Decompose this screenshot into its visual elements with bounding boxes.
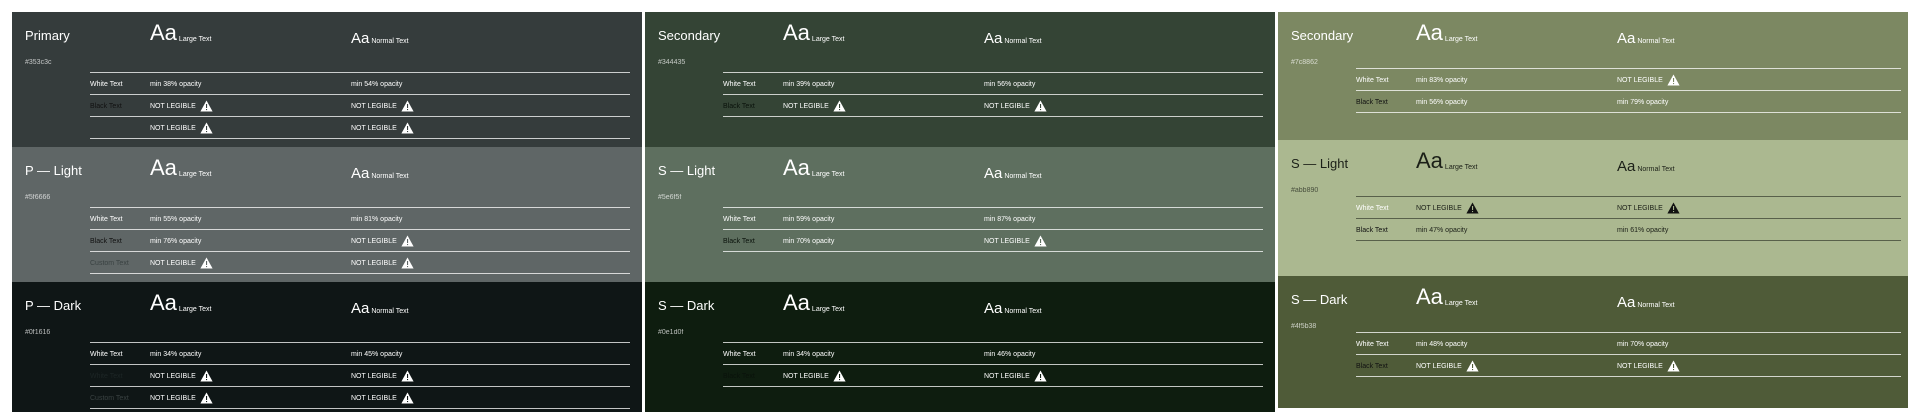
normal-text-label: Normal Text	[1637, 302, 1675, 309]
palette-panel	[1278, 12, 1908, 408]
color-swatch	[1278, 140, 1908, 276]
swatch-name: S — Light	[658, 163, 716, 178]
swatch-name: Secondary	[658, 28, 721, 43]
normal-text-label: Normal Text	[371, 308, 409, 315]
large-text-label: Large Text	[1444, 300, 1478, 307]
swatch-name: Primary	[25, 28, 70, 43]
contrast-row	[723, 72, 1263, 94]
row-label: White Text	[90, 81, 123, 88]
large-text-result: min 59% opacity	[783, 216, 835, 223]
large-aa-glyph: Aa	[783, 20, 810, 45]
row-divider	[1356, 240, 1901, 241]
large-text-label: Large Text	[811, 36, 845, 43]
large-text-label: Large Text	[1444, 36, 1478, 43]
contrast-row	[1356, 354, 1901, 376]
large-text-sample	[1416, 286, 1477, 308]
warning-icon	[401, 121, 414, 133]
row-label: Black Text	[90, 238, 122, 245]
warning-icon	[833, 99, 846, 111]
normal-aa-glyph: Aa	[1617, 158, 1636, 175]
normal-text-label: Normal Text	[371, 173, 409, 180]
warning-icon	[1667, 359, 1680, 371]
normal-text-result: min 79% opacity	[1617, 99, 1669, 106]
contrast-row	[723, 364, 1263, 386]
color-swatch	[12, 282, 642, 412]
row-divider	[1356, 112, 1901, 113]
contrast-row	[90, 229, 630, 251]
normal-text-result: NOT LEGIBLE	[984, 103, 1030, 110]
normal-text-label: Normal Text	[1004, 38, 1042, 45]
large-text-label: Large Text	[178, 306, 212, 313]
normal-text-sample	[1617, 28, 1675, 46]
normal-aa-glyph: Aa	[984, 165, 1003, 182]
warning-icon	[200, 369, 213, 381]
large-text-sample	[150, 157, 211, 179]
large-text-result: min 34% opacity	[150, 351, 202, 358]
normal-text-result: NOT LEGIBLE	[351, 373, 397, 380]
warning-icon	[1466, 359, 1479, 371]
normal-text-sample	[984, 28, 1042, 46]
text-size-header	[90, 157, 630, 191]
normal-aa-glyph: Aa	[1617, 294, 1636, 311]
normal-aa-glyph: Aa	[351, 165, 370, 182]
large-text-result: min 48% opacity	[1416, 341, 1468, 348]
normal-text-result: min 70% opacity	[1617, 341, 1669, 348]
swatch-hex: #344435	[658, 59, 686, 66]
large-text-result: NOT LEGIBLE	[783, 103, 829, 110]
normal-aa-glyph: Aa	[1617, 30, 1636, 47]
warning-icon	[401, 256, 414, 268]
swatch-name: S — Dark	[1291, 292, 1348, 307]
swatch-name: P — Dark	[25, 298, 82, 313]
warning-icon	[1466, 201, 1479, 213]
contrast-row	[90, 207, 630, 229]
row-label: White Text	[723, 216, 756, 223]
large-text-result: min 76% opacity	[150, 238, 202, 245]
large-text-result: NOT LEGIBLE	[150, 373, 196, 380]
palette-panel	[645, 12, 1275, 412]
row-label: Black Text	[723, 373, 755, 380]
large-aa-glyph: Aa	[783, 290, 810, 315]
large-text-result: NOT LEGIBLE	[1416, 363, 1462, 370]
row-divider	[723, 116, 1263, 117]
normal-aa-glyph: Aa	[351, 300, 370, 317]
warning-icon	[401, 99, 414, 111]
normal-text-result: min 56% opacity	[984, 81, 1036, 88]
normal-text-result: min 45% opacity	[351, 351, 403, 358]
large-aa-glyph: Aa	[150, 20, 177, 45]
contrast-row	[723, 94, 1263, 116]
large-text-sample	[1416, 150, 1477, 172]
normal-text-label: Normal Text	[1004, 173, 1042, 180]
warning-icon	[200, 99, 213, 111]
large-text-result: NOT LEGIBLE	[150, 103, 196, 110]
text-size-header	[1356, 22, 1901, 56]
large-aa-glyph: Aa	[1416, 20, 1443, 45]
warning-icon	[1034, 369, 1047, 381]
normal-text-result: NOT LEGIBLE	[1617, 363, 1663, 370]
large-text-result: min 70% opacity	[783, 238, 835, 245]
row-divider	[1356, 376, 1901, 377]
warning-icon	[1667, 73, 1680, 85]
color-swatch	[645, 282, 1275, 412]
contrast-row	[90, 386, 630, 408]
color-swatch	[645, 147, 1275, 282]
warning-icon	[1034, 234, 1047, 246]
contrast-row	[1356, 90, 1901, 112]
color-swatch	[1278, 12, 1908, 140]
normal-text-result: NOT LEGIBLE	[351, 238, 397, 245]
large-text-sample	[150, 292, 211, 314]
large-text-result: min 47% opacity	[1416, 227, 1468, 234]
large-text-result: min 34% opacity	[783, 351, 835, 358]
contrast-row	[723, 229, 1263, 251]
warning-icon	[200, 391, 213, 403]
row-label: Custom Text	[90, 395, 129, 402]
contrast-row	[90, 116, 630, 138]
color-swatch	[645, 12, 1275, 147]
large-text-result: min 56% opacity	[1416, 99, 1468, 106]
row-label: White Text	[90, 373, 123, 380]
normal-text-result: NOT LEGIBLE	[351, 260, 397, 267]
text-size-header	[723, 22, 1263, 56]
warning-icon	[200, 256, 213, 268]
normal-text-result: min 87% opacity	[984, 216, 1036, 223]
normal-text-label: Normal Text	[1637, 38, 1675, 45]
large-text-result: min 55% opacity	[150, 216, 202, 223]
swatch-hex: #0f1616	[25, 329, 51, 336]
contrast-row	[723, 207, 1263, 229]
row-label: White Text	[1356, 341, 1389, 348]
large-text-result: NOT LEGIBLE	[150, 260, 196, 267]
large-text-label: Large Text	[1444, 164, 1478, 171]
normal-text-result: NOT LEGIBLE	[984, 373, 1030, 380]
normal-text-label: Normal Text	[1004, 308, 1042, 315]
palette-panel	[12, 12, 642, 412]
swatch-name: Secondary	[1291, 28, 1354, 43]
large-aa-glyph: Aa	[150, 290, 177, 315]
contrast-row	[90, 251, 630, 273]
large-text-sample	[150, 22, 211, 44]
large-text-result: min 39% opacity	[783, 81, 835, 88]
swatch-hex: #abb890	[1291, 187, 1319, 194]
swatch-name: S — Dark	[658, 298, 715, 313]
normal-aa-glyph: Aa	[351, 30, 370, 47]
normal-text-result: min 54% opacity	[351, 81, 403, 88]
contrast-row	[723, 342, 1263, 364]
swatch-hex: #4f5b38	[1291, 323, 1317, 330]
warning-icon	[200, 121, 213, 133]
normal-text-label: Normal Text	[1637, 166, 1675, 173]
normal-text-result: NOT LEGIBLE	[351, 125, 397, 132]
row-label: White Text	[1356, 77, 1389, 84]
normal-aa-glyph: Aa	[984, 300, 1003, 317]
normal-aa-glyph: Aa	[984, 30, 1003, 47]
large-text-label: Large Text	[811, 171, 845, 178]
swatch-hex: #353c3c	[25, 59, 52, 66]
swatch-hex: #7c8862	[1291, 59, 1318, 66]
color-swatch	[1278, 276, 1908, 408]
large-text-sample	[1416, 22, 1477, 44]
large-aa-glyph: Aa	[783, 155, 810, 180]
normal-text-result: min 61% opacity	[1617, 227, 1669, 234]
normal-text-sample	[351, 28, 409, 46]
normal-text-sample	[351, 163, 409, 181]
row-divider	[90, 138, 630, 139]
normal-text-sample	[984, 163, 1042, 181]
large-text-result: NOT LEGIBLE	[150, 395, 196, 402]
text-size-header	[723, 292, 1263, 326]
large-aa-glyph: Aa	[1416, 148, 1443, 173]
row-label: White Text	[90, 351, 123, 358]
color-swatch	[12, 147, 642, 282]
row-label: Custom Text	[90, 260, 129, 267]
normal-text-result: min 46% opacity	[984, 351, 1036, 358]
text-size-header	[90, 22, 630, 56]
row-divider	[90, 273, 630, 274]
text-size-header	[1356, 286, 1901, 320]
contrast-row	[90, 72, 630, 94]
normal-text-label: Normal Text	[371, 38, 409, 45]
warning-icon	[401, 234, 414, 246]
row-label: White Text	[90, 216, 123, 223]
contrast-row	[90, 364, 630, 386]
row-label: Black Text	[1356, 363, 1388, 370]
warning-icon	[833, 369, 846, 381]
large-text-result: NOT LEGIBLE	[150, 125, 196, 132]
swatch-name: P — Light	[25, 163, 82, 178]
swatch-name: S — Light	[1291, 156, 1349, 171]
text-size-header	[1356, 150, 1901, 184]
normal-text-result: NOT LEGIBLE	[984, 238, 1030, 245]
normal-text-result: NOT LEGIBLE	[1617, 205, 1663, 212]
large-text-label: Large Text	[811, 306, 845, 313]
text-size-header	[90, 292, 630, 326]
warning-icon	[1667, 201, 1680, 213]
row-label: White Text	[723, 351, 756, 358]
warning-icon	[401, 391, 414, 403]
swatch-hex: #5f6666	[25, 194, 51, 201]
row-label: Black Text	[90, 103, 122, 110]
large-text-result: NOT LEGIBLE	[1416, 205, 1462, 212]
row-divider	[723, 386, 1263, 387]
large-text-result: min 38% opacity	[150, 81, 202, 88]
contrast-row	[90, 94, 630, 116]
swatch-hex: #0e1d0f	[658, 329, 684, 336]
normal-text-sample	[1617, 292, 1675, 310]
row-label: Black Text	[723, 238, 755, 245]
row-label: Black Text	[723, 103, 755, 110]
color-swatch	[12, 12, 642, 147]
large-aa-glyph: Aa	[150, 155, 177, 180]
large-text-result: NOT LEGIBLE	[783, 373, 829, 380]
normal-text-result: min 81% opacity	[351, 216, 403, 223]
large-text-label: Large Text	[178, 171, 212, 178]
row-label: Black Text	[1356, 99, 1388, 106]
row-divider	[90, 408, 630, 409]
normal-text-sample	[1617, 156, 1675, 174]
row-label: White Text	[723, 81, 756, 88]
normal-text-sample	[984, 298, 1042, 316]
normal-text-result: NOT LEGIBLE	[351, 103, 397, 110]
large-text-label: Large Text	[178, 36, 212, 43]
normal-text-result: NOT LEGIBLE	[1617, 77, 1663, 84]
contrast-row	[1356, 196, 1901, 218]
normal-text-result: NOT LEGIBLE	[351, 395, 397, 402]
warning-icon	[1034, 99, 1047, 111]
contrast-row	[1356, 332, 1901, 354]
large-text-sample	[783, 22, 844, 44]
large-text-sample	[783, 157, 844, 179]
large-text-sample	[783, 292, 844, 314]
normal-text-sample	[351, 298, 409, 316]
large-text-result: min 83% opacity	[1416, 77, 1468, 84]
contrast-row	[90, 342, 630, 364]
contrast-row	[1356, 218, 1901, 240]
contrast-row	[1356, 68, 1901, 90]
warning-icon	[401, 369, 414, 381]
swatch-hex: #5e6f5f	[658, 194, 682, 201]
row-label: White Text	[1356, 205, 1389, 212]
row-divider	[723, 251, 1263, 252]
row-label: Black Text	[1356, 227, 1388, 234]
large-aa-glyph: Aa	[1416, 284, 1443, 309]
text-size-header	[723, 157, 1263, 191]
